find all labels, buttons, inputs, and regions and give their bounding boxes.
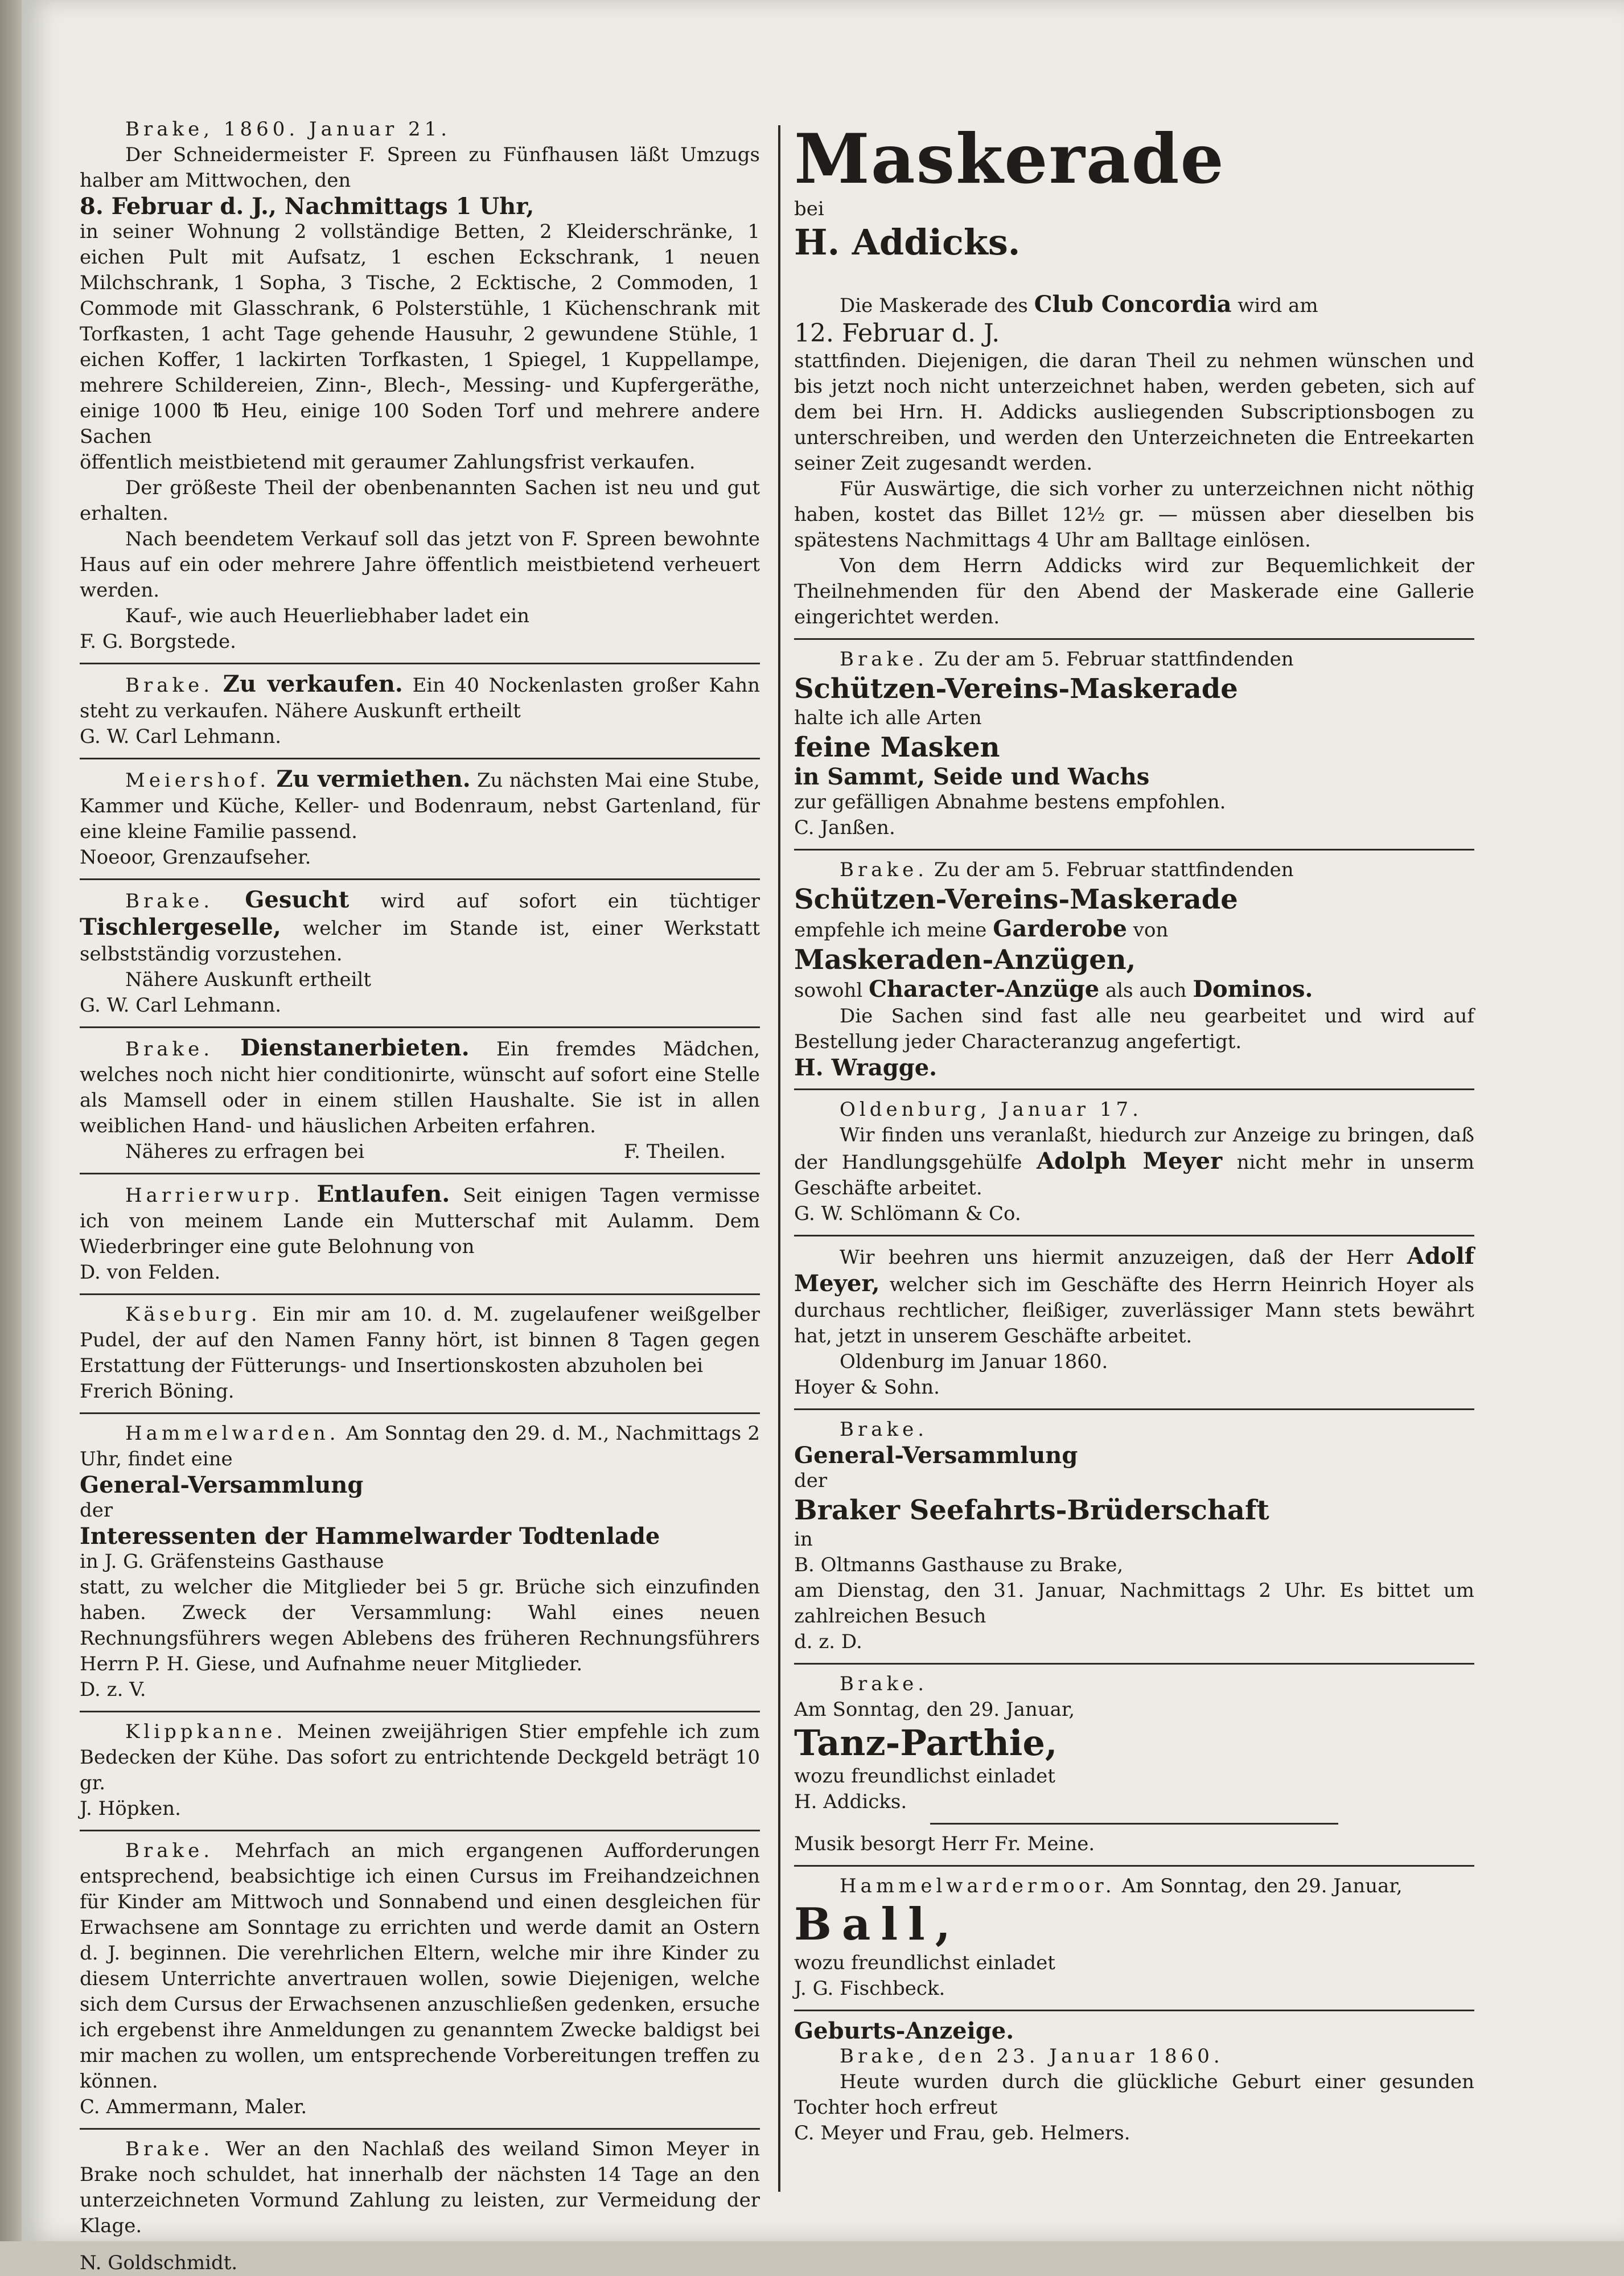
ad-club-name: Club Concordia (1034, 291, 1232, 318)
ad-signature: Noeoor, Grenzaufseher. (80, 846, 311, 869)
ad-title: Maskerade (794, 119, 1225, 199)
ad-text: in seiner Wohnung 2 vollständige Betten, 2 Kleiderschränke, 1 eichen Pult mit Aufsatz, 1 eschen Eckschrank, 1 neuen Milchschrank, 1 Sopha, 3 Tische, 2 Ecktische, 2 Commoden, 1 Commode mit Glasschrank, 6 Polsterstühle, 1 Küchenschrank mit Torfkasten, 1 acht Tage gehende Hausuhr, 2 gewundene Stühle, 1 eichen Koffer, 1 lackirten Torfkasten, 1 Spiegel, 1 Kuppellampe, mehrere Schildereien, Zinn-, Blech-, Messing- und Kupfergeräthe, einige 1000 ℔ Heu, einige 100 Soden Torf und mehrere andere Sachen (80, 220, 760, 448)
ad-for-rent (80, 766, 760, 870)
ad-headline: Gesucht (245, 886, 350, 913)
ad-text: Die Sachen sind fast alle neu gearbeitet und wird auf Bestellung jeder Characteranzug angefertigt. (794, 1005, 1474, 1053)
ad-place: Klippkanne. (125, 1720, 287, 1743)
ad-text: welcher sich im Geschäfte des Herrn Heinrich Hoyer als durchaus rechtlicher, fleißiger, zuverlässiger Mann stets bewährt hat, jetzt in unserem Geschäfte arbeitet. (794, 1273, 1474, 1347)
ad-text: Musik besorgt Herr Fr. Meine. (794, 1833, 1095, 1855)
ad-ball (794, 1874, 1474, 2002)
ad-signature: N. Goldschmidt. (80, 2252, 238, 2274)
ad-drawing-course (80, 1838, 760, 2120)
ad-text: Zu der am 5. Februar stattfindenden (934, 648, 1294, 671)
ad-separator (80, 1293, 760, 1295)
ad-place-date: Brake, 1860. Januar 21. (125, 118, 451, 141)
ad-maskerade-addicks (794, 119, 1474, 630)
ad-headline: Entlaufen. (316, 1181, 450, 1207)
ad-text: halte ich alle Arten (794, 706, 982, 729)
ad-hoyer (794, 1243, 1474, 1400)
ad-text: Zu der am 5. Februar stattfindenden (934, 858, 1294, 881)
ad-carpenter-wanted (80, 887, 760, 1018)
ad-text: Zu nächsten Mai eine Stube, Kammer und Küche, Keller- und Bodenraum, nebst Gartenland, für eine kleine Familie passend. (80, 769, 760, 843)
ad-text: statt, zu welcher die Mitglieder bei 5 gr. Brüche sich einzufinden haben. Zweck der Versammlung: Wahl eines neuen Rechnungsführers wegen Ablebens des früheren Rechnungsführers Herrn P. H. Giese, und Aufnahme neuer Mitglieder. (80, 1576, 760, 1675)
ad-place: Brake. (125, 1839, 214, 1862)
ad-place: Brake. (840, 1418, 928, 1441)
ad-text: wozu freundlichst einladet (794, 1765, 1055, 1788)
ad-headline: feine Masken (794, 732, 1000, 763)
ad-text: bei (794, 198, 824, 220)
ad-place-date: Oldenburg, Januar 17. (840, 1098, 1142, 1121)
ad-separator (80, 663, 760, 664)
ad-signature: Frerich Böning. (80, 1380, 235, 1403)
ad-text: Wir finden uns veranlaßt, hiedurch zur Anzeige zu bringen, daß der Handlungsgehülfe (794, 1124, 1474, 1174)
ad-headline: Interessenten der Hammelwarder Todtenlade (80, 1523, 660, 1550)
ad-name: Adolf Meyer, (794, 1243, 1474, 1297)
ad-place: Brake. (125, 1038, 214, 1061)
ad-headline: General-Versammlung (794, 1442, 1078, 1469)
ad-text: wozu freundlichst einladet (794, 1952, 1055, 1974)
ad-signature: G. W. Carl Lehmann. (80, 725, 282, 748)
ad-text: Wir beehren uns hiermit anzuzeigen, daß der Herr (840, 1246, 1393, 1269)
ad-text: Kauf-, wie auch Heuerliebhaber ladet ein (125, 605, 530, 627)
ad-text: Der Schneidermeister F. Spreen zu Fünfhausen läßt Umzugs halber am Mittwochen, den (80, 143, 760, 192)
ad-text: nicht mehr in unserm Geschäfte arbeitet. (794, 1151, 1475, 1199)
ad-headline: Tanz-Parthie, (794, 1722, 1058, 1764)
ad-place: Brake. (840, 648, 928, 671)
ad-text: Seit einigen Tagen vermisse ich von meinem Lande ein Mutterschaf mit Aulamm. Dem Wiederbringer eine gute Belohnung von (80, 1184, 760, 1258)
book-spine (0, 0, 22, 2241)
ad-text: öffentlich meistbietend mit geraumer Zahlungsfrist verkaufen. (80, 451, 696, 474)
ad-date: 12. Februar d. J. (794, 319, 1000, 348)
ad-signature: d. z. D. (794, 1630, 862, 1653)
ad-text: Wer an den Nachlaß des weiland Simon Meyer in Brake noch schuldet, hat innerhalb der nächsten 14 Tage an den unterzeichneten Vormund Zahlung zu leisten, zur Vermeidung der Klage. (80, 2138, 760, 2237)
ad-found-poodle (80, 1302, 760, 1404)
ad-text: Näheres zu erfragen bei (125, 1140, 365, 1163)
ad-text: Ein mir am 10. d. M. zugelaufener weißgelber Pudel, der auf den Namen Fanny hört, ist binnen 8 Tagen gegen Erstattung der Fütterungs- und Insertionskosten abzuholen bei (80, 1303, 760, 1377)
ad-signature: H. Addicks. (794, 1790, 907, 1813)
ad-place: Brake. (125, 674, 214, 697)
ad-text: zur gefälligen Abnahme bestens empfohlen. (794, 791, 1226, 814)
ad-estate-meyer (80, 2137, 760, 2276)
ad-separator (80, 2128, 760, 2130)
ad-text: der (80, 1499, 113, 1522)
ad-text: von (1133, 919, 1169, 942)
ad-signature: C. Ammermann, Maler. (80, 2096, 307, 2118)
ad-headline: Schützen-Vereins-Maskerade (794, 884, 1238, 915)
ad-text: welcher im Stande ist, einer Werkstatt selbstständig vorzustehen. (80, 917, 760, 966)
ad-separator (80, 1026, 760, 1028)
ad-signature: F. Theilen. (623, 1140, 726, 1163)
ad-text: Mehrfach an mich ergangenen Aufforderungen entsprechend, beabsichtige ich einen Cursus im Freihandzeichnen für Kinder am Mittwoch und Sonnabend und einen desgleichen für Erwachsene am Sonntage zu errichten und werde damit an Ostern d. J. beginnen. Die verehrlichen Eltern, welche mir ihre Kinder zu diesem Unterrichte anvertrauen wollen, sowie Diejenigen, welche sich dem Cursus der Erwachsenen anzuschließen gedenken, ersuche ich ergebenst ihre Anmeldungen zu genanntem Zwecke baldigst bei mir machen zu wollen, um entsprechende Vorbereitungen treffen zu können. (80, 1839, 760, 2093)
ad-separator (794, 1088, 1474, 1090)
ad-text: stattfinden. Diejenigen, die daran Theil zu nehmen wünschen und bis jetzt noch nicht unterzeichnet haben, werden gebeten, sich auf dem bei Hrn. H. Addicks ausliegenden Subscriptionsbogen zu unterschreiben, und werden den Unterzeichneten die Entreekarten seiner Zeit zugesandt werden. (794, 350, 1474, 475)
ad-text: wird auf sofort ein tüchtiger (380, 890, 760, 913)
left-column (80, 117, 760, 2276)
ad-headline: Dominos. (1193, 976, 1313, 1003)
ad-signature: C. Janßen. (794, 816, 895, 839)
ad-separator (794, 2010, 1474, 2011)
ad-text: Am Sonntag, den 29. Januar, (794, 1698, 1075, 1721)
ad-text: sowohl (794, 979, 863, 1002)
ad-headline: Tischlergeselle, (80, 914, 281, 940)
column-divider (778, 125, 780, 2192)
ad-headline: General-Versammlung (80, 1472, 364, 1498)
ad-separator (794, 1235, 1474, 1236)
ad-separator (80, 1173, 760, 1174)
right-column (794, 117, 1474, 2146)
ad-text: Nach beendetem Verkauf soll das jetzt von F. Spreen bewohnte Haus auf ein oder mehrere Jahre öffentlich meistbietend verheuert werden. (80, 528, 760, 602)
ad-place: Hammelwardermoor. (840, 1875, 1116, 1897)
ad-place: Hammelwarden. (125, 1422, 340, 1445)
ad-place: Käseburg. (125, 1303, 261, 1326)
ad-place: Meiershof. (125, 769, 270, 792)
ad-headline: Garderobe (993, 915, 1127, 942)
ad-headline: Braker Seefahrts-Brüderschaft (794, 1494, 1269, 1526)
ad-separator (794, 1865, 1474, 1867)
ad-text: Am Sonntag den 29. d. M., Nachmittags 2 Uhr, findet eine (80, 1422, 760, 1470)
ad-headline: H. Addicks. (794, 221, 1021, 263)
ad-text: als auch (1105, 979, 1187, 1002)
ad-headline: Schützen-Vereins-Maskerade (794, 673, 1238, 705)
ad-text: in J. G. Gräfensteins Gasthause (80, 1550, 384, 1573)
ad-separator (794, 638, 1474, 640)
ad-signature: G. W. Schlömann & Co. (794, 1202, 1021, 1225)
ad-signature: C. Meyer und Frau, geb. Helmers. (794, 2122, 1130, 2144)
ad-headline: in Sammt, Seide und Wachs (794, 763, 1150, 790)
ad-runaway-sheep (80, 1181, 760, 1285)
ad-headline: Character-Anzüge (869, 976, 1100, 1003)
ad-headline: Dienstanerbieten. (240, 1034, 470, 1061)
ad-signature: D. z. V. (80, 1678, 146, 1701)
ad-place: Brake. (840, 1673, 928, 1695)
ad-text: Nähere Auskunft ertheilt (125, 968, 372, 991)
ad-headline: Zu verkaufen. (223, 671, 403, 697)
ad-text: Von dem Herrn Addicks wird zur Bequemlichkeit der Theilnehmenden für den Abend der Maskerade eine Gallerie eingerichtet werden. (794, 554, 1474, 628)
ad-costumes-wragge (794, 857, 1474, 1081)
ad-text: in (794, 1528, 813, 1551)
ad-text: Meinen zweijährigen Stier empfehle ich zum Bedecken der Kühe. Das sofort zu entrichtende Deckgeld beträgt 10 gr. (80, 1720, 760, 1794)
ad-text: Ein 40 Nockenlasten großer Kahn steht zu verkaufen. Nähere Auskunft ertheilt (80, 674, 760, 722)
ad-text: am Dienstag, den 31. Januar, Nachmittags 2 Uhr. Es bittet um zahlreichen Besuch (794, 1579, 1474, 1628)
ad-separator (80, 758, 760, 759)
ad-text: Ein fremdes Mädchen, welches noch nicht hier conditionirte, wünscht auf sofort eine Stelle als Mamsell oder in einem stillen Haushalte. Sie ist in allen weiblichen Hand- und häuslichen Arbeiten erfahren. (80, 1038, 760, 1137)
ad-text: empfehle ich meine (794, 919, 987, 942)
ad-signature: D. von Felden. (80, 1261, 221, 1284)
ad-place: Harrierwurp. (125, 1184, 304, 1207)
ad-signature: J. G. Fischbeck. (794, 1977, 945, 2000)
ad-text: der (794, 1469, 828, 1492)
ad-dance (794, 1671, 1474, 1857)
ad-place-date: Brake, den 23. Januar 1860. (840, 2045, 1224, 2068)
ad-separator (794, 1663, 1474, 1665)
ad-separator (80, 878, 760, 880)
ad-place: Brake. (125, 2138, 214, 2160)
ad-birth (794, 2018, 1474, 2146)
ad-date-headline: 8. Februar d. J., Nachmittags 1 Uhr, (80, 193, 535, 220)
ad-separator (80, 1711, 760, 1712)
ad-seefahrt-assembly (794, 1417, 1474, 1655)
ad-headline: Ball, (794, 1899, 961, 1950)
ad-separator (930, 1823, 1338, 1825)
ad-signature: H. Wragge. (794, 1054, 938, 1081)
ad-separator (80, 1412, 760, 1414)
ad-text: Heute wurden durch die glückliche Geburt einer gesunden Tochter hoch erfreut (794, 2070, 1474, 2119)
ad-name: Adolph Meyer (1037, 1148, 1223, 1174)
ad-signature: Hoyer & Sohn. (794, 1376, 940, 1399)
ad-signature: J. Höpken. (80, 1797, 181, 1820)
ad-signature: F. G. Borgstede. (80, 630, 236, 653)
ad-text: Am Sonntag, den 29. Januar, (1121, 1875, 1403, 1897)
ad-separator (794, 1408, 1474, 1410)
ad-text: Für Auswärtige, die sich vorher zu unterzeichnen nicht nöthig haben, kostet das Billet 12½ gr. — müssen aber dieselben bis spätestens Nachmittags 4 Uhr am Balltage einlösen. (794, 478, 1474, 552)
ad-auction-spreen (80, 117, 760, 655)
ad-text: Der größeste Theil der obenbenannten Sachen ist neu und gut erhalten. (80, 476, 760, 525)
ad-masks-janssen (794, 647, 1474, 841)
ad-headline: Zu vermiethen. (276, 766, 471, 792)
ad-text: wird am (1237, 294, 1318, 317)
ad-place-date: Oldenburg im Januar 1860. (840, 1350, 1108, 1373)
ad-general-assembly-todtenlade (80, 1421, 760, 1703)
ad-signature: G. W. Carl Lehmann. (80, 994, 282, 1017)
ad-place: Brake. (125, 890, 214, 913)
ad-service-offer (80, 1035, 760, 1165)
ad-kahn-for-sale (80, 671, 760, 750)
ad-separator (794, 849, 1474, 851)
ad-text: B. Oltmanns Gasthause zu Brake, (794, 1554, 1124, 1576)
ad-schloemann (794, 1097, 1474, 1227)
ad-place: Brake. (840, 858, 928, 881)
ad-headline: Geburts-Anzeige. (794, 2018, 1014, 2044)
ad-headline: Maskeraden-Anzügen, (794, 944, 1136, 976)
ad-bull (80, 1719, 760, 1822)
ad-separator (80, 1830, 760, 1831)
ad-text: Die Maskerade des (840, 294, 1028, 317)
